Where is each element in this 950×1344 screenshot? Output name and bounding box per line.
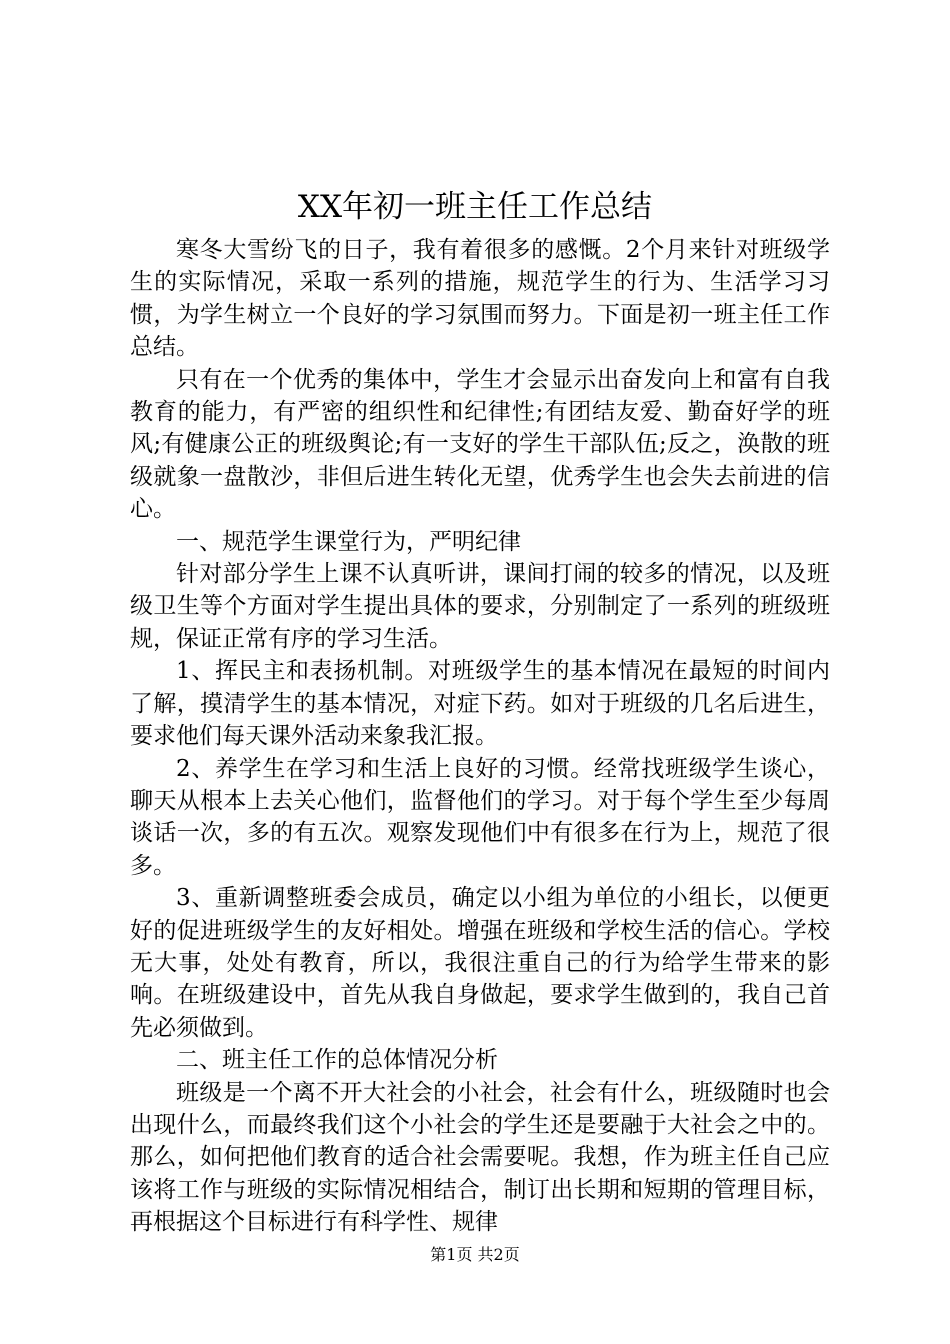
- page-footer: 第1页 共2页: [430, 1245, 520, 1264]
- paragraph-item-1: 1、挥民主和表扬机制。对班级学生的基本情况在最短的时间内了解，摸清学生的基本情况，对症下药。如对于班级的几名后进生，要求他们每天课外活动来象我汇报。: [130, 658, 830, 750]
- document-body: [130, 234, 830, 1239]
- paragraph-rules: 针对部分学生上课不认真听讲，课间打闹的较多的情况，以及班级卫生等个方面对学生提出具体的要求，分别制定了一系列的班级班规，保证正常有序的学习生活。: [130, 561, 830, 652]
- section-heading-1: 一、规范学生课堂行为，严明纪律: [176, 528, 521, 555]
- paragraph-item-3: 3、重新调整班委会成员，确定以小组为单位的小组长，以便更好的促进班级学生的友好相处。增强在班级和学校生活的信心。学校无大事，处处有教育，所以，我很注重自己的行为给学生带来的影响。在班级建设中，首先从我自身做起，要求学生做到的，我自己首先必须做到。: [130, 885, 830, 1041]
- document-title: XX年初一班主任工作总结: [297, 189, 653, 225]
- paragraph-collective: 只有在一个优秀的集体中，学生才会显示出奋发向上和富有自我教育的能力，有严密的组织性和纪律性;有团结友爱、勤奋好学的班风;有健康公正的班级舆论;有一支好的学生干部队伍;反之，涣散的班级就象一盘散沙，非但后进生转化无望，优秀学生也会失去前进的信心。: [130, 366, 830, 523]
- paragraph-item-2: 2、养学生在学习和生活上良好的习惯。经常找班级学生谈心，聊天从根本上去关心他们，监督他们的学习。对于每个学生至少每周谈话一次，多的有五次。观察发现他们中有很多在行为上，规范了很多。: [130, 755, 830, 879]
- section-heading-2: 二、班主任工作的总体情况分析: [176, 1047, 498, 1074]
- paragraph-analysis: 班级是一个离不开大社会的小社会，社会有什么，班级随时也会出现什么，而最终我们这个小社会的学生还是要融于大社会之中的。那么，如何把他们教育的适合社会需要呢。我想，作为班主任自己应该将工作与班级的实际情况相结合，制订出长期和短期的管理目标，再根据这个目标进行有科学性、规律: [130, 1079, 830, 1236]
- paragraph-intro: 寒冬大雪纷飞的日子，我有着很多的感慨。2个月来针对班级学生的实际情况，采取一系列的措施，规范学生的行为、生活学习习惯，为学生树立一个良好的学习氛围而努力。下面是初一班主任工作总结。: [130, 237, 830, 361]
